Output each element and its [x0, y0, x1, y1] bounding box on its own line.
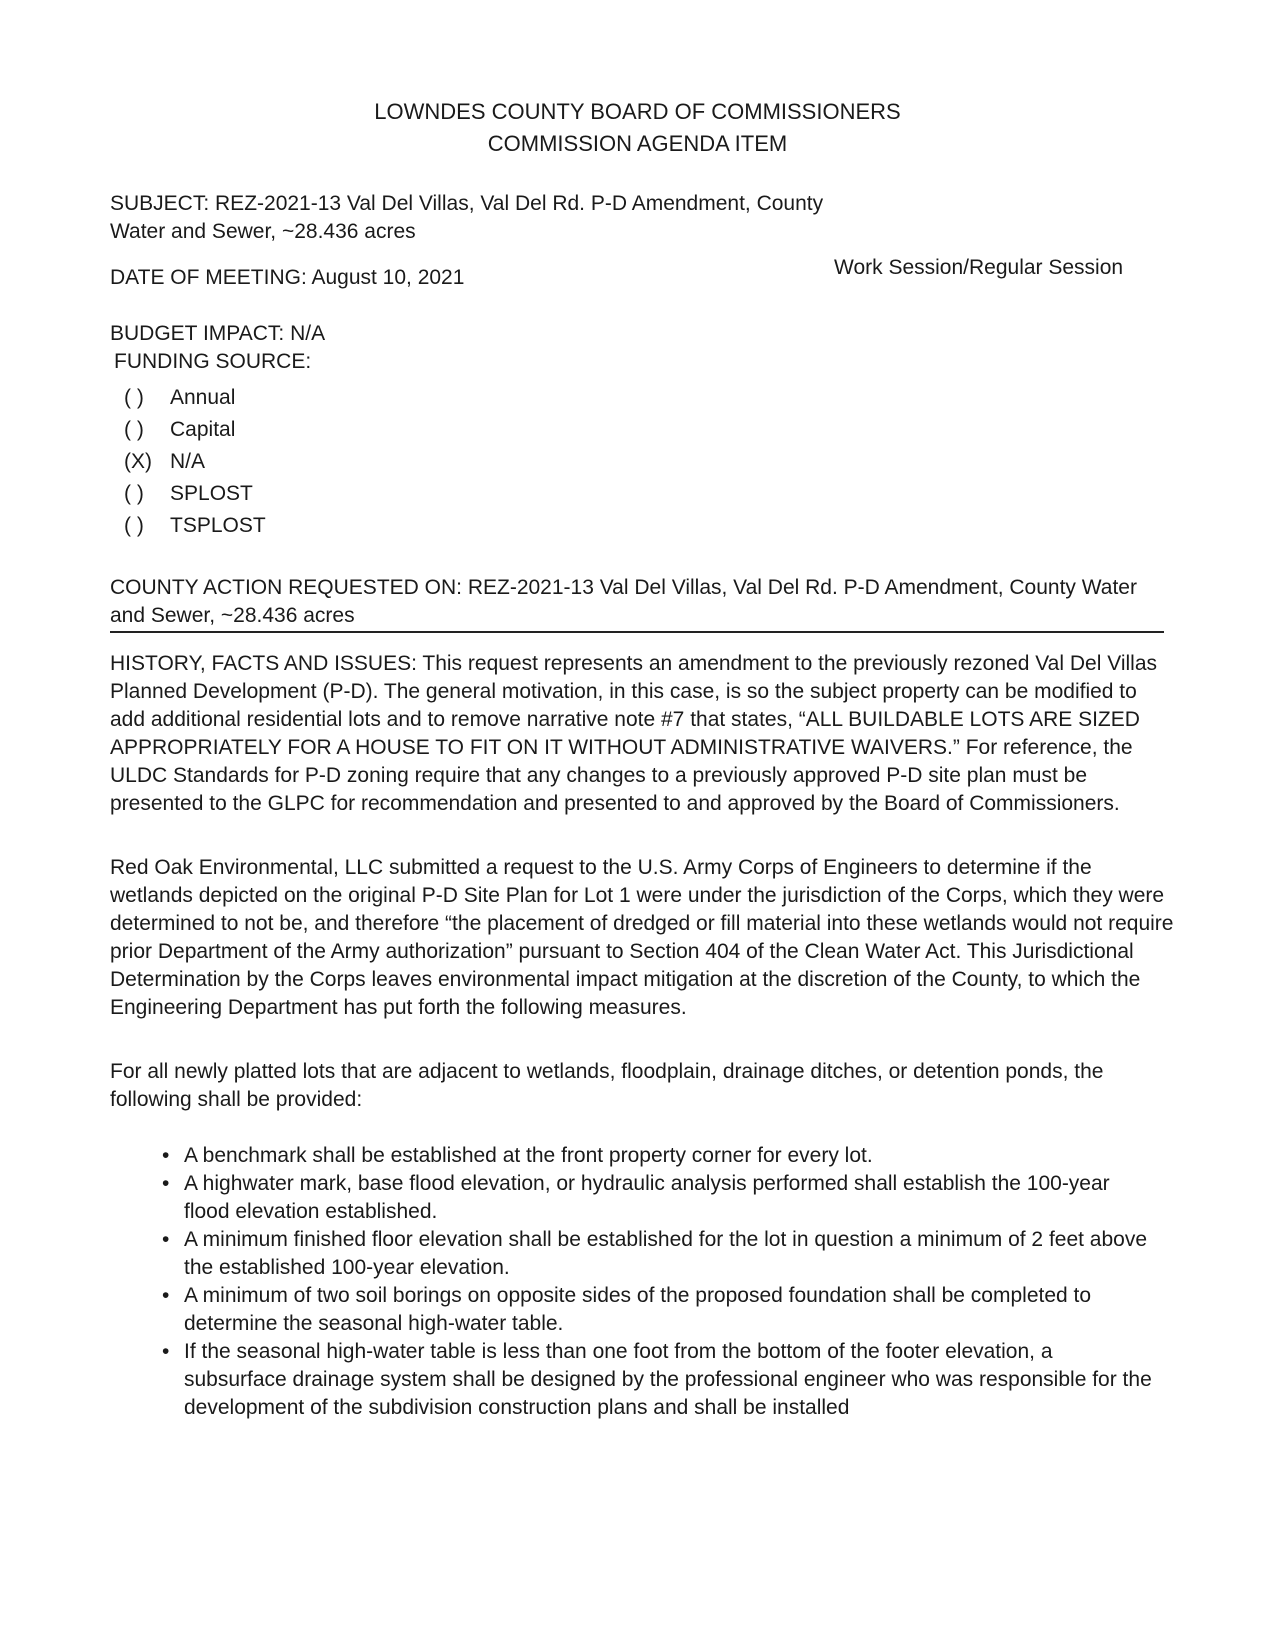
list-item: • If the seasonal high-water table is less than one foot from the bottom of the footer elevation, a subsurface drainage system shall be designed by the professional engineer who was responsible for the development of the subdivision construction plans and shall be installed	[160, 1338, 1160, 1422]
list-item: • A minimum of two soil borings on opposite sides of the proposed foundation shall be completed to determine the seasonal high-water table.	[160, 1282, 1160, 1338]
funding-checkbox-mark: ( )	[124, 418, 144, 441]
funding-checkbox-mark: ( )	[124, 482, 144, 505]
red-oak-paragraph: Red Oak Environmental, LLC submitted a request to the U.S. Army Corps of Engineers to determine if the wetlands depicted on the original P-D Site Plan for Lot 1 were under the jurisdiction of the Corps, which they were determined to not be, and therefore “the placement of dredged or fill material into these wetlands would not require prior Department of the Army authorization” pursuant to Section 404 of the Clean Water Act. This Jurisdictional Determination by the Corps leaves environmental impact mitigation at the discretion of the County, to which the Engineering Department has put forth the following measures.	[110, 856, 1174, 1019]
funding-checkbox-mark: (X)	[124, 450, 152, 473]
session-type: Work Session/Regular Session	[834, 256, 1124, 279]
history-facts-issues: HISTORY, FACTS AND ISSUES: This request represents an amendment to the previously rezoned Val Del Villas Planned Development (P-D). The general motivation, in this case, is so the subject property can be modified to add additional residential lots and to remove narrative note #7 that states, “ALL BUILDABLE LOTS ARE SIZED APPROPRIATELY FOR A HOUSE TO FIT ON IT WITHOUT ADMINISTRATIVE WAIVERS.” For reference, the ULDC Standards for P-D zoning require that any changes to a previously approved P-D site plan must be presented to the GLPC for recommendation and presented to and approved by the Board of Commissioners.	[110, 652, 1157, 815]
newly-platted-lots-intro: For all newly platted lots that are adjacent to wetlands, floodplain, drainage ditches, or detention ponds, the following shall be provided:	[110, 1060, 1104, 1111]
funding-checkbox-mark: ( )	[124, 514, 144, 537]
funding-option-label: Capital	[170, 418, 236, 441]
funding-option-label: N/A	[170, 450, 206, 473]
section-divider	[110, 631, 1164, 633]
funding-option-label: Annual	[170, 386, 236, 409]
mitigation-measures-list	[160, 1142, 1160, 1422]
list-item: • A highwater mark, base flood elevation, or hydraulic analysis performed shall establish the 100-year flood elevation established.	[160, 1170, 1160, 1226]
meeting-date: DATE OF MEETING: August 10, 2021	[110, 266, 465, 289]
funding-option-label: TSPLOST	[170, 514, 266, 537]
agenda-item-title: COMMISSION AGENDA ITEM	[487, 131, 788, 156]
funding-option-tsplost	[124, 510, 266, 542]
list-item: • A minimum finished floor elevation shall be established for the lot in question a minimum of 2 feet above the established 100-year elevation.	[160, 1226, 1160, 1282]
funding-source-label: FUNDING SOURCE:	[114, 350, 312, 373]
funding-option-label: SPLOST	[170, 482, 253, 505]
county-action-requested: COUNTY ACTION REQUESTED ON: REZ-2021-13 Val Del Villas, Val Del Rd. P-D Amendment, County Water and Sewer, ~28.436 acres	[110, 576, 1137, 627]
board-title: LOWNDES COUNTY BOARD OF COMMISSIONERS	[374, 99, 901, 124]
funding-option-annual	[124, 382, 235, 414]
subject-line: SUBJECT: REZ-2021-13 Val Del Villas, Val Del Rd. P-D Amendment, County Water and Sewer, ~28.436 acres	[110, 192, 824, 243]
funding-checkbox-mark: ( )	[124, 386, 144, 409]
funding-option-na	[124, 446, 205, 478]
funding-option-splost	[124, 478, 253, 510]
funding-option-capital	[124, 414, 235, 446]
list-item: • A benchmark shall be established at the front property corner for every lot.	[160, 1142, 1160, 1170]
budget-impact: BUDGET IMPACT: N/A	[110, 322, 326, 345]
